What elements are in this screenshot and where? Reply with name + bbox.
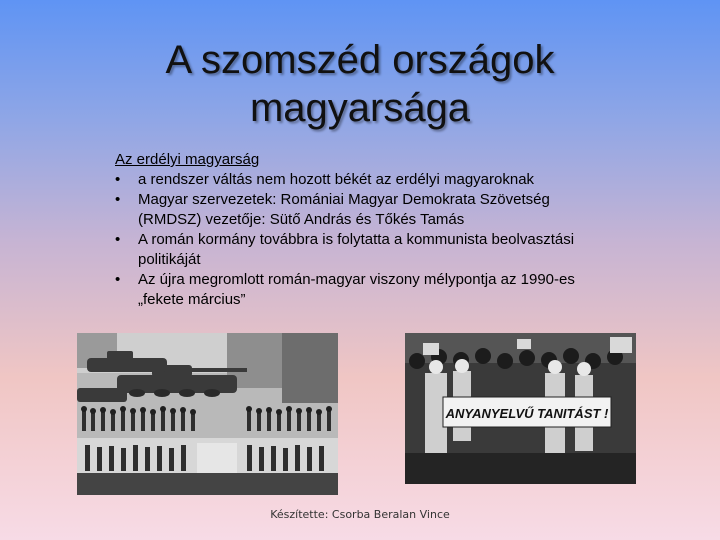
bullet-item	[115, 230, 615, 270]
tanks-crowd-illustration	[77, 333, 338, 495]
bullet-text: Magyar szervezetek: Romániai Magyar Demokrata Szövetség (RMDSZ) vezetője: Sütő András és Tőkés Tamás	[138, 191, 550, 228]
bullet-text: a rendszer váltás nem hozott békét az erdélyi magyaroknak	[138, 171, 535, 188]
bullet-list	[115, 170, 615, 310]
subheading: Az erdélyi magyarság	[115, 151, 260, 168]
bullet-item	[115, 190, 615, 230]
bullet-item	[115, 270, 615, 310]
slide-title: A szomszéd országok magyarsága	[165, 38, 555, 130]
slide-content	[115, 150, 615, 310]
bullet-symbol: •	[115, 231, 121, 248]
protest-banner-photo	[405, 333, 636, 484]
protest-illustration	[405, 333, 636, 484]
bullet-text: A román kormány továbbra is folytatta a kommunista beolvasztási politikáját	[138, 231, 575, 268]
bullet-symbol: •	[115, 191, 121, 208]
author-footer: Készítette: Csorba Beralan Vince	[270, 508, 450, 521]
bullet-symbol: •	[115, 271, 121, 288]
tanks-crowd-photo	[77, 333, 338, 495]
bullet-text: Az újra megromlott román-magyar viszony mélypontja az 1990-es „fekete március”	[138, 271, 575, 308]
protest-banner-text: ANYANYELVŰ TANITÁST !	[445, 406, 609, 421]
bullet-symbol: •	[115, 171, 121, 188]
bullet-item	[115, 170, 615, 190]
